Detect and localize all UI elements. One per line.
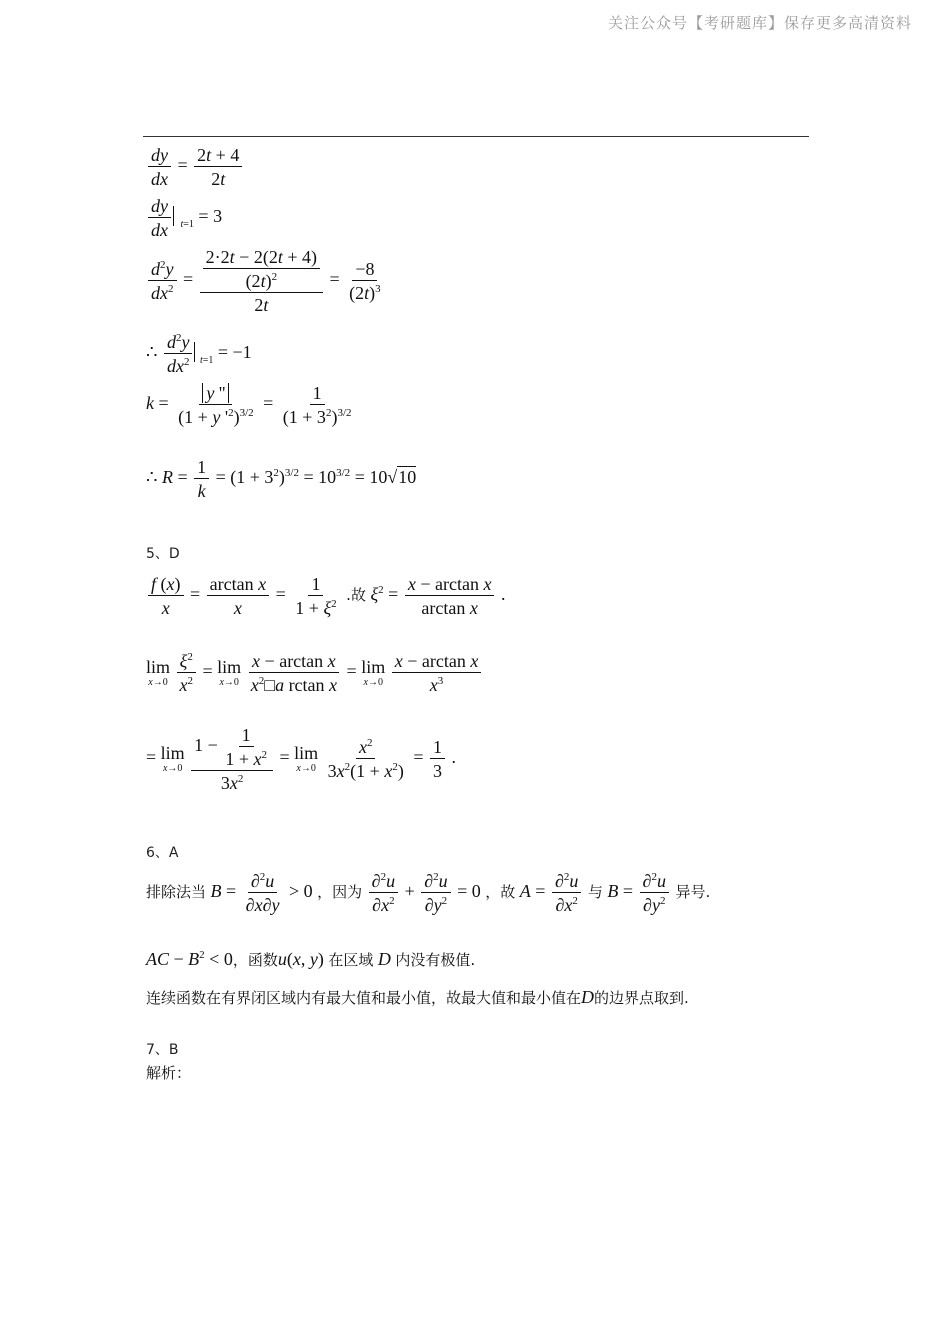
q6-text-c: ，故 — [485, 883, 516, 902]
eq-second-derivative: $\frac{d^2y}{dx^2}$ = $\frac{\frac{2\cdot 2t - 2(2t + 4)}{(2t)^2}}{2t}$ = $\frac{-8}{(2t)^3}$ — [146, 248, 386, 314]
q7-label: 7、B — [146, 1042, 179, 1058]
watermark: 关注公众号【考研题库】保存更多高清资料 — [607, 14, 912, 32]
q6-label: 6、A — [146, 845, 179, 861]
q6-text-g: 在区域 — [328, 951, 374, 969]
q6-text-h: 内没有极值. — [395, 951, 476, 969]
q6-text-a: 排除法当 — [146, 883, 207, 902]
eq-dy-dx: $\frac{dy}{dx}$ = $\frac{2t + 4}{2t}$ — [146, 146, 244, 188]
q5-eq-1: $\frac{f (x)}{x}$ = $\frac{\text{arctan x}}{x}$ = $\frac{1}{1 + \xi^2}$ .故 $\xi^2$ = $\frac{\text{x − arctan x}}{\text{arctan x}}$ . — [146, 575, 505, 617]
q6-text-d: 与 — [587, 883, 603, 902]
eq-curvature: k = $\frac{y ''}{(1 + y '^2)^{3/2}}$ = $\frac{1}{(1 + 3^2)^{3/2}}$ — [146, 383, 352, 427]
q6-line-3: 连续函数在有界闭区域内有最大值和最小值，故最大值和最小值在D的边界点取到. — [146, 987, 689, 1007]
q7-analysis: 解析： — [146, 1064, 192, 1082]
q5-eq-3: = lim x→0 1 − $\frac{1}{1 + x^2}$ $3x^2$ = lim x→0 $\frac{x^2}{3x^2(1 + x^2)}$ = $\frac{1}{3}$ . — [146, 725, 456, 793]
q5-eq-2: lim x→0 $\frac{\xi^2}{x^2}$ = lim x→0 $\frac{\text{x − arctan x}}{x^2□a rctan x}$ = lim x→0 $\frac{\text{x − arctan x}}{x^3}$ — [146, 652, 483, 694]
eq-dy-dx-at-t1: $\frac{dy}{dx}$ $_{t=1}$ = 3 — [146, 197, 222, 239]
q5-label: 5、D — [146, 546, 180, 562]
q6-line-2: AC − $B^2 < 0$，函数u(x, y) 在区域 D 内没有极值. — [146, 949, 476, 969]
q6-text-j: 的边界点取到. — [594, 989, 689, 1007]
header-rule — [143, 136, 809, 137]
q6-text-b: ，因为 — [317, 883, 363, 902]
q6-text-e: 异号. — [675, 883, 711, 902]
q6-text-f: ，函数 — [232, 951, 278, 969]
eq-radius: ∴ R = $\frac{1}{k}$ = $(1 + 3^2)^{3/2} = 10^{3/2} = 10√10$ — [146, 457, 417, 501]
q6-text-i: 连续函数在有界闭区域内有最大值和最小值，故最大值和最小值在 — [146, 989, 582, 1007]
q6-line-1: 排除法当 B = $\frac{\partial^2u}{\partial x\partial y}$ > 0 ，因为 $\frac{\partial^2u}{\partial x^2}$ + $\frac{\partial^2u}{\partial y^2}$ = 0 ，故 A = $\frac{\partial^2u}{\partial x^2}$ 与 B = $\frac{\partial^2u}{\partial y^2}$ 异号. — [146, 871, 711, 915]
eq-second-derivative-at-t1: ∴ $\frac{d^2y}{dx^2}$ $_{t=1}$ = −1 — [146, 332, 252, 376]
q5-therefore: .故 — [346, 586, 366, 605]
